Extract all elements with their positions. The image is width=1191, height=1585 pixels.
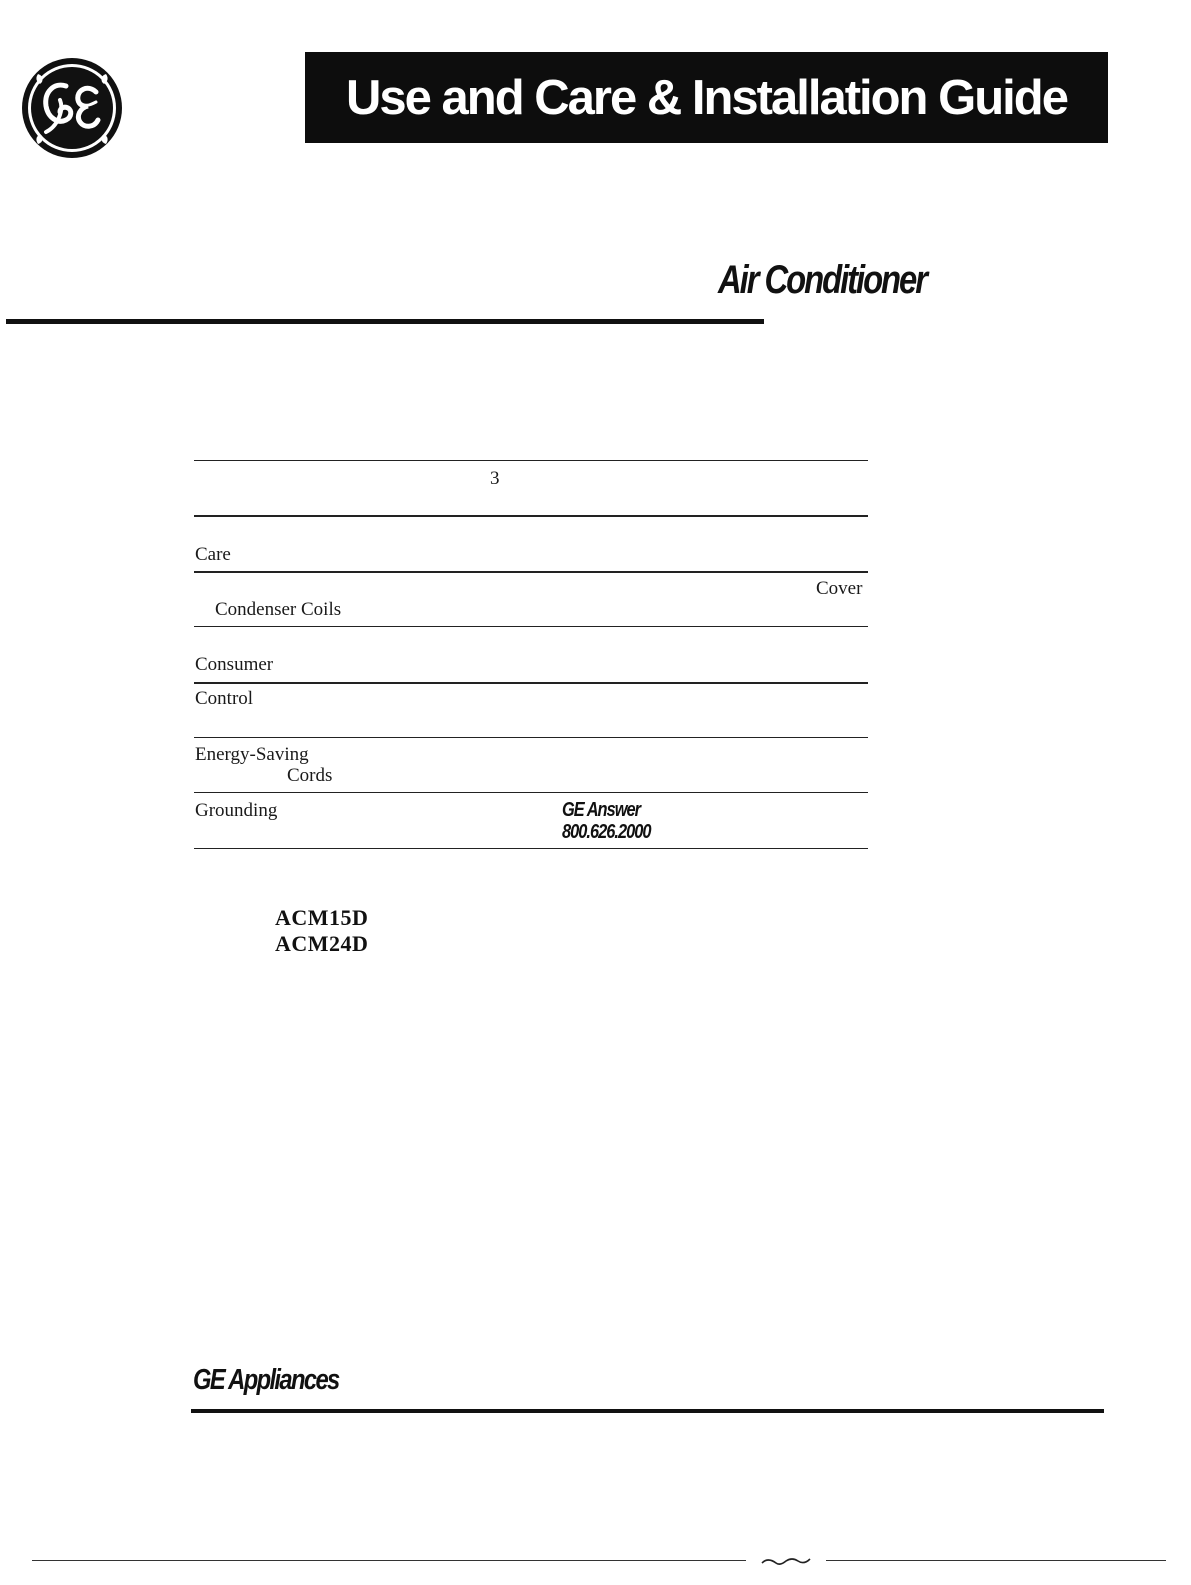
page-edge-rule [32,1560,746,1561]
model-number: ACM24D [275,931,369,956]
toc-divider [194,737,868,738]
product-name: Air Conditioner [718,258,926,302]
toc-entry-energy-saving: Energy-Saving [195,744,309,765]
title-banner [305,52,1108,143]
product-divider [6,319,764,324]
document-title: Use and Care & Installation Guide [346,70,1067,125]
toc-entry-care: Care [195,544,231,565]
toc-divider [194,792,868,793]
scan-mark-icon [760,1554,812,1566]
ge-logo-icon [20,56,124,160]
toc-divider [194,848,868,849]
toc-entry-control: Control [195,688,254,709]
toc-divider [194,460,868,461]
toc-entry-cords: Cords [287,765,333,786]
answer-center-phone: 800.626.2000 [562,821,651,843]
toc-divider [194,515,868,517]
toc-divider [194,626,868,627]
page-edge-rule [826,1560,1166,1561]
toc-entry-condenser-coils: Condenser Coils [215,599,342,620]
toc-entry-cover: Cover [816,578,863,599]
footer-divider [191,1409,1104,1413]
toc-divider [194,682,868,684]
toc-divider [194,571,868,573]
toc-page-number: 3 [490,468,500,489]
brand-name: GE Appliances [193,1364,339,1396]
answer-center-label: GE Answer [562,799,641,821]
toc-entry-consumer: Consumer [195,654,274,675]
toc-entry-grounding: Grounding [195,800,278,821]
model-number: ACM15D [275,905,369,930]
